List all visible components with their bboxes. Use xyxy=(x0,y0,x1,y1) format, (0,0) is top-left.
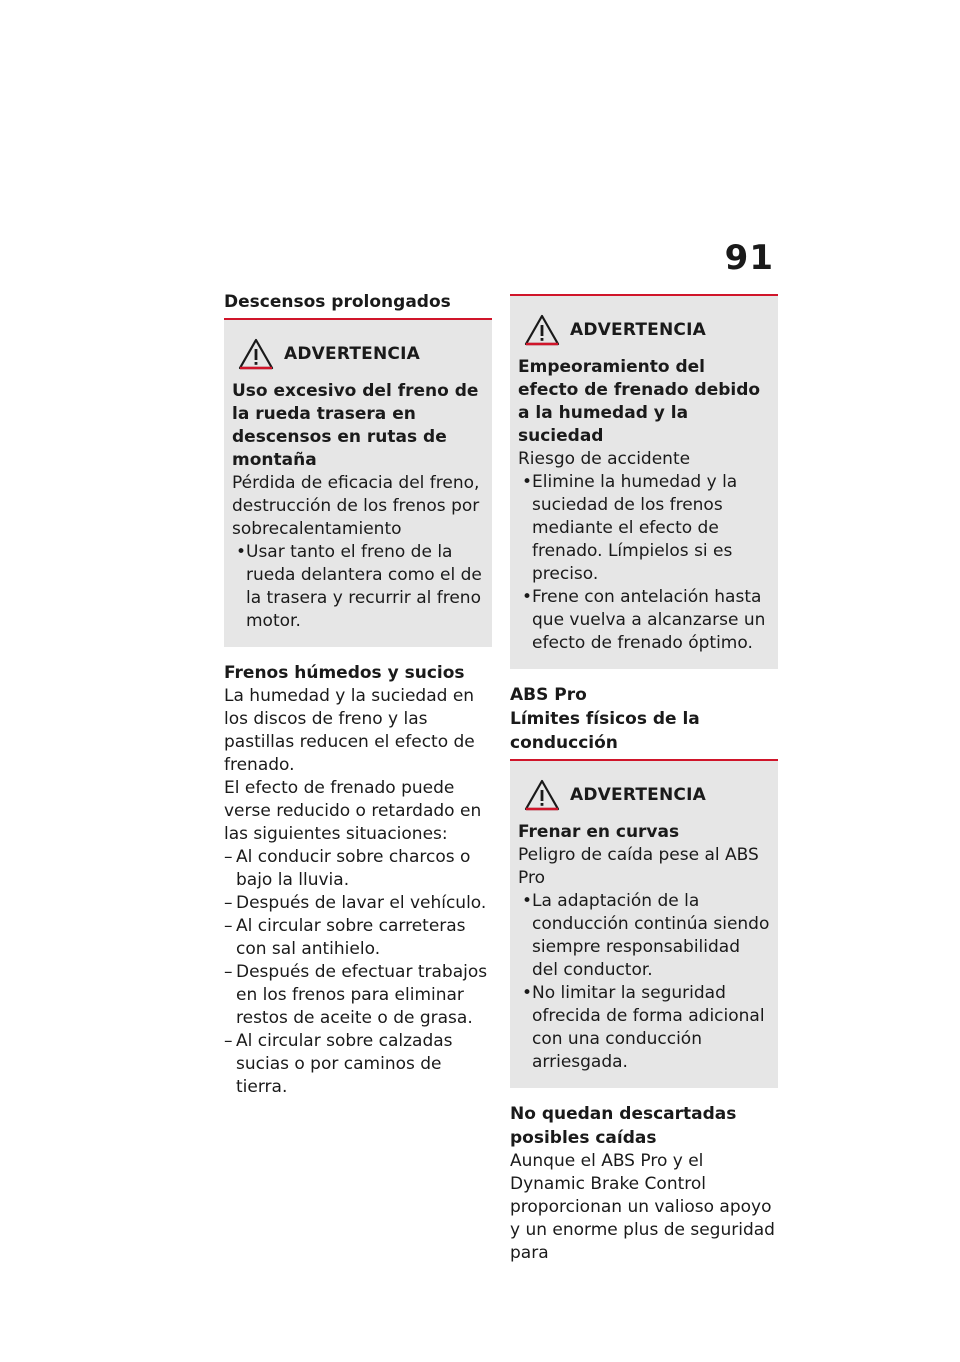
section-title-descensos: Descensos prolongados xyxy=(224,290,492,320)
section-title-abs-pro: ABS Pro xyxy=(510,685,587,705)
right-column xyxy=(510,294,778,1265)
situations-list xyxy=(224,846,492,1099)
warning-measure: • Elimine la humedad y la suciedad de los frenos mediante el efecto de frenado. Límpielos si es preciso. xyxy=(518,471,770,586)
left-column xyxy=(224,290,492,1099)
warning-header xyxy=(524,314,770,346)
warning-header xyxy=(238,338,484,370)
paragraph: La humedad y la suciedad en los discos de freno y las pastillas reducen el efecto de frenado. xyxy=(224,686,475,775)
section-title-frenos-humedos: Frenos húmedos y sucios xyxy=(224,663,465,683)
warning-consequence: Peligro de caída pese al ABS Pro xyxy=(518,845,759,888)
list-item: – Al circular sobre calzadas sucias o por caminos de tierra. xyxy=(224,1030,492,1099)
warning-box-humedad xyxy=(510,296,778,669)
list-item: – Al circular sobre carreteras con sal antihielo. xyxy=(224,915,492,961)
list-item: – Después de efectuar trabajos en los frenos para eliminar restos de aceite o de grasa. xyxy=(224,961,492,1030)
warning-label: ADVERTENCIA xyxy=(570,320,706,340)
list-item: – Al conducir sobre charcos o bajo la lluvia. xyxy=(224,846,492,892)
warning-label: ADVERTENCIA xyxy=(284,344,420,364)
warning-consequence: Riesgo de accidente xyxy=(518,449,691,469)
paragraph: El efecto de frenado puede verse reducido o retardado en las siguientes situaciones: xyxy=(224,778,482,844)
warning-header xyxy=(524,779,770,811)
warning-box-descensos xyxy=(224,320,492,647)
warning-measures xyxy=(518,471,770,655)
section-subtitle-limites: Límites físicos de la conducción xyxy=(510,707,778,761)
warning-measure: • La adaptación de la conducción continúa siendo siempre responsabilidad del conductor. xyxy=(518,890,770,982)
warning-triangle-icon xyxy=(524,779,560,811)
warning-measures xyxy=(232,541,484,633)
warning-label: ADVERTENCIA xyxy=(570,785,706,805)
warning-box-curvas xyxy=(510,761,778,1088)
section-title-caidas: No quedan descartadas posibles caídas xyxy=(510,1104,737,1148)
warning-measure: • No limitar la seguridad ofrecida de forma adicional con una conducción arriesgada. xyxy=(518,982,770,1074)
warning-measures xyxy=(518,890,770,1074)
warning-heading: Uso excesivo del freno de la rueda trasera en descensos en rutas de montaña xyxy=(232,381,479,470)
warning-triangle-icon xyxy=(238,338,274,370)
paragraph: Aunque el ABS Pro y el Dynamic Brake Control proporcionan un valioso apoyo y un enorme plus de seguridad para xyxy=(510,1151,775,1263)
page-number: 91 xyxy=(724,238,774,278)
warning-measure: • Frene con antelación hasta que vuelva a alcanzarse un efecto de frenado óptimo. xyxy=(518,586,770,655)
warning-consequence: Pérdida de eficacia del freno, destrucción de los frenos por sobrecalentamiento xyxy=(232,473,480,539)
warning-heading: Empeoramiento del efecto de frenado debido a la humedad y la suciedad xyxy=(518,357,761,446)
warning-triangle-icon xyxy=(524,314,560,346)
warning-heading: Frenar en curvas xyxy=(518,822,680,842)
list-item: – Después de lavar el vehículo. xyxy=(224,892,492,915)
warning-measure: • Usar tanto el freno de la rueda delantera como el de la trasera y recurrir al freno motor. xyxy=(232,541,484,633)
